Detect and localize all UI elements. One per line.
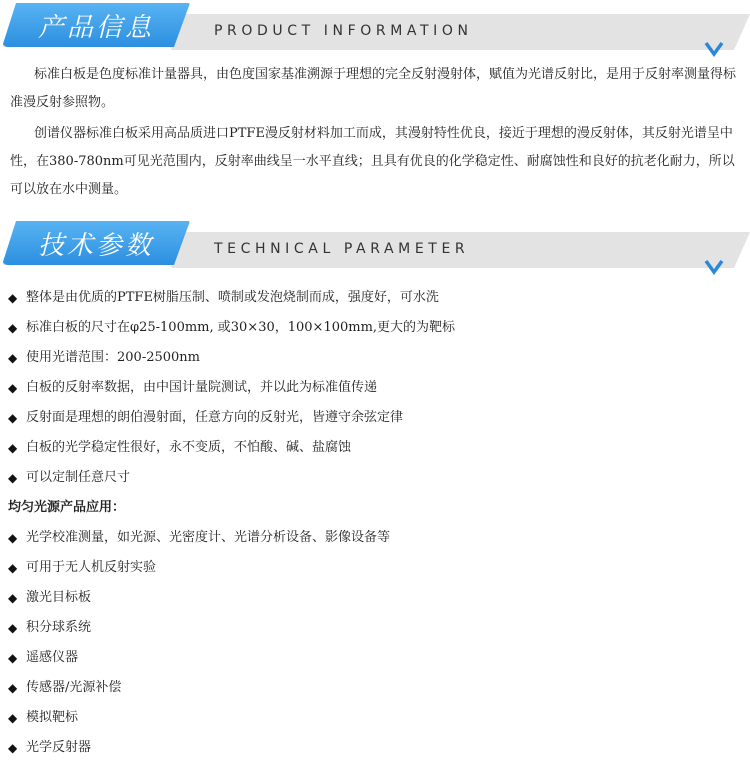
feature-text: 可以定制任意尺寸: [26, 470, 131, 485]
feature-text: 反射面是理想的朗伯漫射面，任意方向的反射光，皆遵守余弦定律: [26, 410, 404, 425]
application-text: 可用于无人机反射实验: [26, 560, 157, 575]
application-text: 激光目标板: [26, 590, 92, 605]
section-title-cn: 产品信息: [37, 12, 154, 43]
feature-text: 使用光谱范围：200-2500nm: [26, 350, 200, 365]
list-item: [8, 553, 455, 583]
intro-paragraph: 创谱仪器标准白板采用高品质进口PTFE漫反射材料加工而成，其漫射特性优良，接近于理想的漫反射体，其反射光谱呈中性，在380-780nm可见光范围内，反射率曲线呈一水平直线；且具有优良的化学稳定性、耐腐蚀性和良好的抗老化耐力，所以可以放在水中测量。: [10, 126, 735, 197]
diamond-bullet-icon: ◆: [8, 651, 18, 665]
list-item: [8, 313, 455, 343]
list-item: [8, 583, 455, 613]
diamond-bullet-icon: ◆: [8, 681, 18, 695]
diamond-bullet-icon: ◆: [8, 561, 18, 575]
section-title-en: PRODUCT INFORMATION: [214, 23, 473, 39]
parameter-list: [8, 283, 455, 763]
list-item: [8, 463, 455, 493]
diamond-bullet-icon: ◆: [8, 351, 18, 365]
diamond-bullet-icon: ◆: [8, 441, 18, 455]
list-item: [8, 733, 455, 763]
feature-text: 标准白板的尺寸在φ25-100mm, 或30×30，100×100mm,更大的为靶标: [26, 320, 456, 335]
list-item: [8, 673, 455, 703]
application-text: 遥感仪器: [26, 650, 79, 665]
diamond-bullet-icon: ◆: [8, 621, 18, 635]
list-item: [8, 343, 455, 373]
diamond-bullet-icon: ◆: [8, 591, 18, 605]
chevron-down-icon: [704, 256, 724, 276]
section-title-cn: 技术参数: [37, 230, 154, 261]
list-item: [8, 283, 455, 313]
section-header-product: [0, 3, 750, 61]
application-text: 模拟靶标: [26, 710, 79, 725]
list-item: [8, 433, 455, 463]
feature-text: 整体是由优质的PTFE树脂压制、喷制或发泡烧制而成，强度好，可水洗: [26, 290, 439, 305]
application-text: 光学校准测量，如光源、光密度计、光谱分析设备、影像设备等: [26, 530, 391, 545]
application-text: 传感器/光源补偿: [26, 680, 122, 695]
diamond-bullet-icon: ◆: [8, 741, 18, 755]
applications-heading: 均匀光源产品应用：: [8, 500, 126, 515]
section-title-en: TECHNICAL PARAMETER: [214, 241, 470, 257]
section-header-technical: [0, 221, 750, 279]
application-text: 光学反射器: [26, 740, 92, 755]
list-item: [8, 523, 455, 553]
diamond-bullet-icon: ◆: [8, 321, 18, 335]
diamond-bullet-icon: ◆: [8, 411, 18, 425]
diamond-bullet-icon: ◆: [8, 531, 18, 545]
list-item: [8, 703, 455, 733]
diamond-bullet-icon: ◆: [8, 381, 18, 395]
list-item: [8, 613, 455, 643]
diamond-bullet-icon: ◆: [8, 291, 18, 305]
feature-text: 白板的反射率数据，由中国计量院测试，并以此为标准值传递: [26, 380, 378, 395]
diamond-bullet-icon: ◆: [8, 711, 18, 725]
intro-paragraph: 标准白板是色度标准计量器具，由色度国家基准溯源于理想的完全反射漫射体，赋值为光谱反射比，是用于反射率测量得标准漫反射参照物。: [10, 67, 737, 110]
list-item: [8, 403, 455, 433]
application-text: 积分球系统: [26, 620, 92, 635]
diamond-bullet-icon: ◆: [8, 471, 18, 485]
chevron-down-icon: [704, 38, 724, 58]
feature-text: 白板的光学稳定性很好，永不变质，不怕酸、碱、盐腐蚀: [26, 440, 352, 455]
list-item: [8, 373, 455, 403]
list-item: [8, 643, 455, 673]
